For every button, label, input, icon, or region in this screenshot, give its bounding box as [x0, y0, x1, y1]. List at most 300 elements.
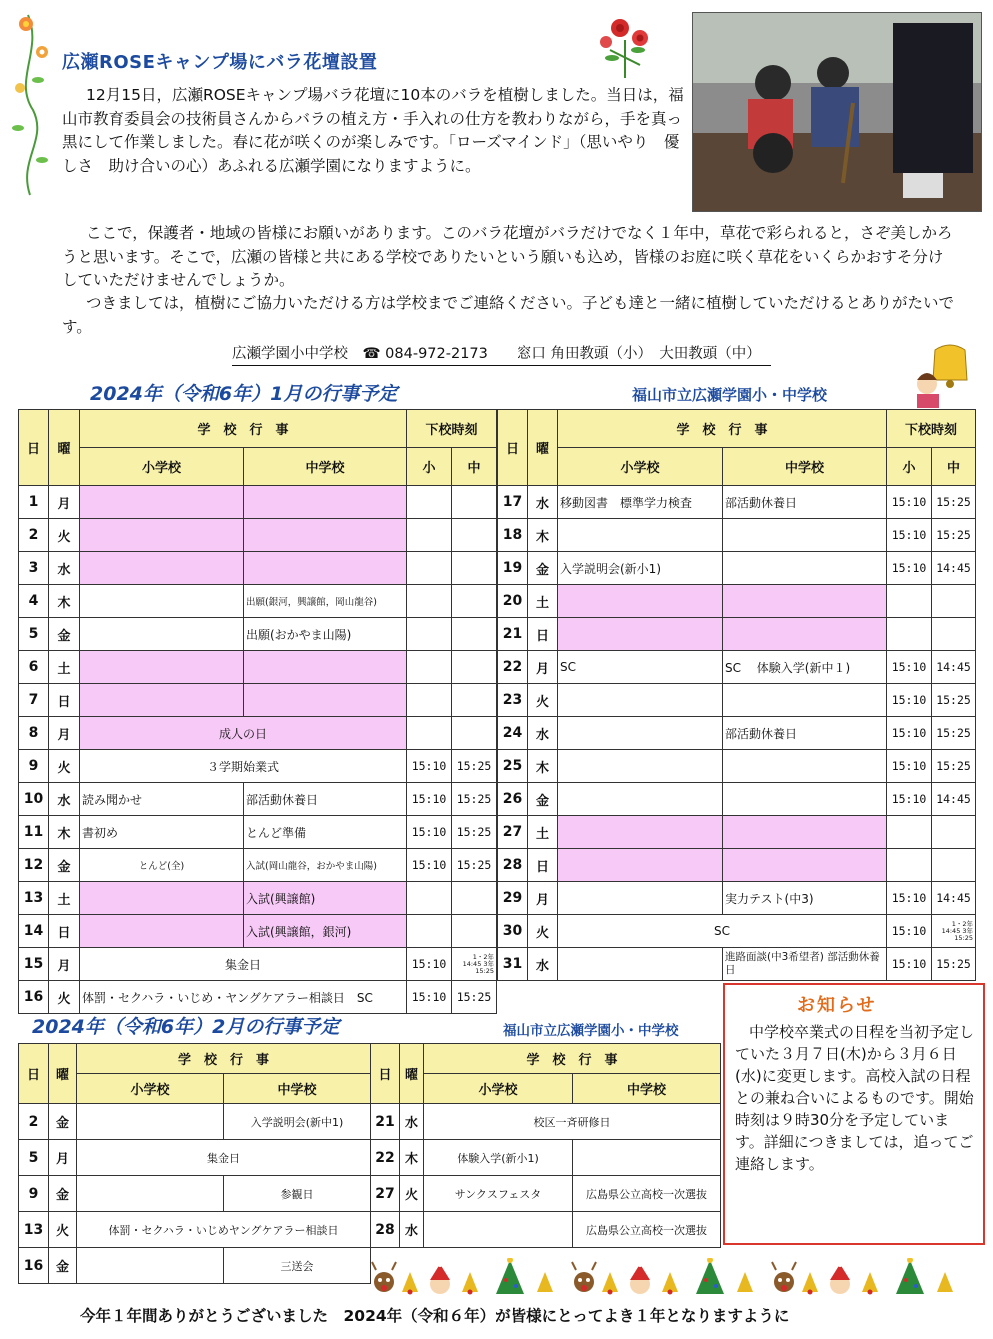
day-number: 19 — [498, 552, 528, 585]
schedule-row — [19, 783, 497, 816]
day-number: 12 — [19, 849, 49, 882]
junior-high-dismissal-time: 15:25 — [932, 519, 976, 552]
planting-photo — [692, 12, 982, 212]
flower-vine-decoration — [8, 10, 58, 200]
weekday: 金 — [49, 849, 80, 882]
elementary-dismissal-time: 15:10 — [887, 486, 932, 519]
elementary-event — [77, 1104, 224, 1140]
weekday: 金 — [49, 618, 80, 651]
elementary-dismissal-time — [407, 684, 452, 717]
junior-high-dismissal-time: 14:45 — [932, 552, 976, 585]
february-schedule-left-table — [18, 1043, 371, 1284]
schedule-row — [19, 618, 497, 651]
weekday: 水 — [49, 552, 80, 585]
junior-high-event — [244, 552, 407, 585]
junior-high-dismissal-time: 15:25 — [452, 981, 497, 1014]
elementary-dismissal-time — [887, 849, 932, 882]
junior-high-dismissal-time: 15:25 — [452, 783, 497, 816]
weekday: 金 — [49, 1104, 77, 1140]
schedule-row — [498, 882, 976, 915]
weekday: 月 — [49, 948, 80, 981]
elementary-dismissal-time — [407, 552, 452, 585]
rose-illustration — [590, 10, 660, 80]
col-events: 学 校 行 事 — [424, 1044, 721, 1074]
elementary-dismissal-time — [887, 585, 932, 618]
shared-event: 成人の日 — [80, 717, 407, 750]
weekday: 土 — [528, 585, 558, 618]
weekday: 土 — [49, 651, 80, 684]
day-number: 18 — [498, 519, 528, 552]
day-number: 13 — [19, 882, 49, 915]
january-schedule-left-table — [18, 409, 497, 1014]
col-jhs-time: 中 — [932, 448, 976, 486]
elementary-dismissal-time: 15:10 — [407, 750, 452, 783]
schedule-row — [19, 981, 497, 1014]
shared-event: 集金日 — [80, 948, 407, 981]
junior-high-event — [723, 618, 887, 651]
february-schedule-right-table — [370, 1043, 721, 1248]
junior-high-dismissal-time — [452, 618, 497, 651]
day-number: 27 — [498, 816, 528, 849]
school-contact: 広瀬学園小中学校 ☎ 084-972-2173 窓口 角田教頭（小） 大田教頭（中） — [232, 342, 771, 366]
schedule-row — [19, 552, 497, 585]
day-number: 28 — [371, 1212, 400, 1248]
schedule-row — [498, 717, 976, 750]
junior-high-event: 出願(おかやま山陽) — [244, 618, 407, 651]
day-number: 22 — [371, 1140, 400, 1176]
february-schedule-title: 2024年（令和6年）2月の行事予定 — [32, 1016, 340, 1038]
day-number: 27 — [371, 1176, 400, 1212]
elementary-event — [80, 618, 244, 651]
weekday: 月 — [49, 717, 80, 750]
weekday: 火 — [400, 1176, 424, 1212]
elementary-event — [558, 750, 723, 783]
junior-high-dismissal-time: 15:25 — [452, 816, 497, 849]
junior-high-event: 部活動休養日 — [723, 486, 887, 519]
elementary-event: 書初め — [80, 816, 244, 849]
junior-high-event — [723, 750, 887, 783]
schedule-row — [371, 1212, 721, 1248]
junior-high-event — [723, 519, 887, 552]
junior-high-event — [244, 651, 407, 684]
col-junior-high: 中学校 — [723, 448, 887, 486]
article-title: 広瀬ROSEキャンプ場にバラ花壇設置 — [62, 52, 378, 73]
shared-event: 集金日 — [77, 1140, 371, 1176]
day-number: 25 — [498, 750, 528, 783]
article-paragraph-3: つきましては，植樹にご協力いただける方は学校までご連絡ください。子ども達と一緒に植樹していただけるとありがたいです。 — [62, 294, 955, 336]
elementary-dismissal-time: 15:10 — [887, 651, 932, 684]
junior-high-event: 広島県公立高校一次選抜 — [573, 1212, 721, 1248]
elementary-dismissal-time — [407, 585, 452, 618]
schedule-row — [19, 717, 497, 750]
junior-high-dismissal-time: 15:25 — [452, 750, 497, 783]
junior-high-dismissal-time: 15:25 — [932, 717, 976, 750]
junior-high-dismissal-time: 15:25 — [932, 684, 976, 717]
day-number: 16 — [19, 1248, 49, 1284]
schedule-row — [498, 618, 976, 651]
schedule-row — [498, 783, 976, 816]
col-dismissal: 下校時刻 — [887, 410, 976, 448]
notice-title: お知らせ — [797, 995, 877, 1016]
col-weekday: 曜 — [528, 410, 558, 486]
schedule-row — [498, 684, 976, 717]
day-number: 21 — [371, 1104, 400, 1140]
elementary-event — [558, 684, 723, 717]
col-jhs-time: 中 — [452, 448, 497, 486]
elementary-event — [80, 585, 244, 618]
weekday: 日 — [528, 849, 558, 882]
schedule-row — [19, 1176, 371, 1212]
junior-high-dismissal-time — [932, 618, 976, 651]
day-number: 14 — [19, 915, 49, 948]
schedule-row — [19, 1212, 371, 1248]
weekday: 金 — [49, 1248, 77, 1284]
col-weekday: 曜 — [49, 1044, 77, 1104]
junior-high-dismissal-time: 15:25 — [932, 486, 976, 519]
weekday: 日 — [49, 684, 80, 717]
weekday: 木 — [528, 519, 558, 552]
col-elementary: 小学校 — [80, 448, 244, 486]
shared-event: 体罰・セクハラ・いじめヤングケアラー相談日 — [77, 1212, 371, 1248]
january-school-name: 福山市立広瀬学園小・中学校 — [632, 386, 828, 404]
weekday: 月 — [528, 651, 558, 684]
col-junior-high: 中学校 — [244, 448, 407, 486]
junior-high-dismissal-time: 1・2年 14:45 3年 15:25 — [932, 915, 976, 948]
schedule-row — [498, 948, 976, 981]
schedule-row — [498, 585, 976, 618]
col-junior-high: 中学校 — [573, 1074, 721, 1104]
day-number: 28 — [498, 849, 528, 882]
schedule-row — [371, 1176, 721, 1212]
junior-high-dismissal-time: 15:25 — [452, 849, 497, 882]
weekday: 木 — [49, 816, 80, 849]
junior-high-event: 進路面談(中3希望者) 部活動休養日 — [723, 948, 887, 981]
junior-high-dismissal-time — [932, 849, 976, 882]
weekday: 水 — [528, 486, 558, 519]
elementary-dismissal-time: 15:10 — [887, 519, 932, 552]
junior-high-event — [723, 816, 887, 849]
schedule-row — [498, 486, 976, 519]
junior-high-dismissal-time — [452, 651, 497, 684]
elementary-dismissal-time — [407, 618, 452, 651]
weekday: 火 — [49, 981, 80, 1014]
schedule-row — [19, 651, 497, 684]
elementary-event: 体験入学(新小1) — [424, 1140, 573, 1176]
col-day: 日 — [19, 410, 49, 486]
day-number: 22 — [498, 651, 528, 684]
schedule-row — [19, 915, 497, 948]
elementary-event — [424, 1212, 573, 1248]
day-number: 1 — [19, 486, 49, 519]
junior-high-dismissal-time: 14:45 — [932, 882, 976, 915]
junior-high-event — [244, 684, 407, 717]
elementary-dismissal-time: 15:10 — [407, 816, 452, 849]
day-number: 26 — [498, 783, 528, 816]
february-school-name: 福山市立広瀬学園小・中学校 — [503, 1023, 679, 1039]
schedule-row — [19, 882, 497, 915]
elementary-event — [80, 552, 244, 585]
weekday: 月 — [528, 882, 558, 915]
weekday: 火 — [49, 1212, 77, 1248]
schedule-row — [19, 849, 497, 882]
day-number: 5 — [19, 1140, 49, 1176]
col-day: 日 — [19, 1044, 49, 1104]
junior-high-event: 入試(岡山龍谷，おかやま山陽) — [244, 849, 407, 882]
elementary-dismissal-time — [407, 915, 452, 948]
col-events: 学 校 行 事 — [77, 1044, 371, 1074]
col-day: 日 — [371, 1044, 400, 1104]
weekday: 水 — [528, 717, 558, 750]
weekday: 水 — [400, 1212, 424, 1248]
day-number: 4 — [19, 585, 49, 618]
day-number: 6 — [19, 651, 49, 684]
col-day: 日 — [498, 410, 528, 486]
junior-high-event: 実力テスト(中3) — [723, 882, 887, 915]
weekday: 金 — [528, 783, 558, 816]
col-elementary: 小学校 — [77, 1074, 224, 1104]
day-number: 23 — [498, 684, 528, 717]
day-number: 29 — [498, 882, 528, 915]
elementary-event: とんど(全) — [80, 849, 244, 882]
elementary-dismissal-time — [407, 486, 452, 519]
junior-high-dismissal-time — [452, 552, 497, 585]
shared-event: 体罰・セクハラ・いじめ・ヤングケアラー相談日 SC — [80, 981, 407, 1014]
weekday: 火 — [528, 684, 558, 717]
elementary-dismissal-time: 15:10 — [407, 948, 452, 981]
junior-high-dismissal-time — [452, 915, 497, 948]
elementary-dismissal-time — [887, 618, 932, 651]
article-paragraph-1: 12月15日，広瀬ROSEキャンプ場バラ花壇に10本のバラを植樹しました。当日は，福山市教育委員会の技術員さんからバラの植え方・手入れの仕方を教わりながら，手を真っ黒にして作業しました。春に花が咲くのが楽しみです。「ローズマインド」（思いやり 優しさ 助け合いの心）あふれる広瀬学園になりますように。 — [62, 86, 684, 175]
junior-high-event — [723, 552, 887, 585]
elementary-dismissal-time: 15:10 — [887, 882, 932, 915]
junior-high-event: 入試(興譲館) — [244, 882, 407, 915]
junior-high-event — [723, 684, 887, 717]
elementary-dismissal-time — [407, 882, 452, 915]
weekday: 月 — [49, 1140, 77, 1176]
weekday: 木 — [49, 585, 80, 618]
elementary-dismissal-time: 15:10 — [887, 684, 932, 717]
schedule-row — [19, 1140, 371, 1176]
day-number: 13 — [19, 1212, 49, 1248]
day-number: 11 — [19, 816, 49, 849]
schedule-row — [498, 915, 976, 948]
schedule-row — [19, 519, 497, 552]
elementary-event — [80, 519, 244, 552]
schedule-row — [498, 519, 976, 552]
elementary-event — [80, 486, 244, 519]
elementary-dismissal-time: 15:10 — [887, 552, 932, 585]
elementary-dismissal-time: 15:10 — [407, 981, 452, 1014]
junior-high-dismissal-time — [932, 816, 976, 849]
junior-high-event — [244, 519, 407, 552]
schedule-row — [371, 1140, 721, 1176]
schedule-row — [19, 585, 497, 618]
col-elementary: 小学校 — [424, 1074, 573, 1104]
elementary-event — [77, 1248, 224, 1284]
elementary-dismissal-time: 15:10 — [887, 948, 932, 981]
day-number: 17 — [498, 486, 528, 519]
weekday: 月 — [49, 486, 80, 519]
junior-high-dismissal-time — [932, 585, 976, 618]
weekday: 土 — [49, 882, 80, 915]
january-schedule-title: 2024年（令和6年）1月の行事予定 — [90, 383, 398, 405]
junior-high-event: SC 体験入学(新中１) — [723, 651, 887, 684]
notice-body: 中学校卒業式の日程を当初予定していた３月７日(木)から３月６日(水)に変更します。高校入試の日程との兼ね合いによるものです。開始時刻は９時30分を予定しています。詳細につきましては，追ってご連絡します。 — [735, 1023, 975, 1173]
elementary-dismissal-time: 15:10 — [887, 750, 932, 783]
elementary-dismissal-time — [407, 651, 452, 684]
junior-high-event — [723, 849, 887, 882]
elementary-event — [558, 783, 723, 816]
junior-high-dismissal-time: 1・2年 14:45 3年 15:25 — [452, 948, 497, 981]
schedule-row — [19, 750, 497, 783]
elementary-event — [558, 618, 723, 651]
day-number: 9 — [19, 750, 49, 783]
weekday: 日 — [49, 915, 80, 948]
junior-high-dismissal-time: 15:25 — [932, 750, 976, 783]
col-events: 学 校 行 事 — [80, 410, 407, 448]
elementary-event: 移動図書 標準学力検査 — [558, 486, 723, 519]
junior-high-event — [573, 1140, 721, 1176]
elementary-event — [558, 816, 723, 849]
schedule-row — [498, 552, 976, 585]
elementary-dismissal-time: 15:10 — [887, 915, 932, 948]
elementary-event — [558, 717, 723, 750]
weekday: 土 — [528, 816, 558, 849]
junior-high-dismissal-time — [452, 585, 497, 618]
schedule-row — [19, 684, 497, 717]
shared-event: SC — [558, 915, 887, 948]
day-number: 9 — [19, 1176, 49, 1212]
junior-high-event: 入試(興譲館，銀河) — [244, 915, 407, 948]
day-number: 15 — [19, 948, 49, 981]
elementary-event — [80, 651, 244, 684]
junior-high-dismissal-time: 14:45 — [932, 651, 976, 684]
weekday: 火 — [49, 750, 80, 783]
col-elem-time: 小 — [887, 448, 932, 486]
elementary-event — [80, 915, 244, 948]
girl-with-bell-illustration — [905, 340, 983, 410]
elementary-dismissal-time: 15:10 — [887, 717, 932, 750]
notice-box — [723, 983, 985, 1245]
day-number: 5 — [19, 618, 49, 651]
junior-high-dismissal-time — [452, 519, 497, 552]
schedule-row — [19, 486, 497, 519]
elementary-dismissal-time: 15:10 — [407, 849, 452, 882]
weekday: 水 — [49, 783, 80, 816]
elementary-event: SC — [558, 651, 723, 684]
elementary-event — [558, 585, 723, 618]
elementary-event — [558, 849, 723, 882]
junior-high-dismissal-time — [452, 717, 497, 750]
junior-high-dismissal-time — [452, 684, 497, 717]
junior-high-dismissal-time — [452, 486, 497, 519]
day-number: 24 — [498, 717, 528, 750]
elementary-event — [80, 882, 244, 915]
day-number: 31 — [498, 948, 528, 981]
schedule-row — [498, 651, 976, 684]
weekday: 金 — [528, 552, 558, 585]
col-weekday: 曜 — [49, 410, 80, 486]
elementary-event: 読み聞かせ — [80, 783, 244, 816]
day-number: 2 — [19, 1104, 49, 1140]
elementary-event — [558, 519, 723, 552]
elementary-event: 入学説明会(新小1) — [558, 552, 723, 585]
weekday: 日 — [528, 618, 558, 651]
elementary-event — [80, 684, 244, 717]
elementary-dismissal-time — [887, 816, 932, 849]
col-junior-high: 中学校 — [224, 1074, 371, 1104]
weekday: 火 — [49, 519, 80, 552]
col-events: 学 校 行 事 — [558, 410, 887, 448]
schedule-row — [371, 1104, 721, 1140]
junior-high-event: 参観日 — [224, 1176, 371, 1212]
junior-high-dismissal-time — [452, 882, 497, 915]
junior-high-event — [244, 486, 407, 519]
day-number: 3 — [19, 552, 49, 585]
junior-high-event: 三送会 — [224, 1248, 371, 1284]
junior-high-dismissal-time: 15:25 — [932, 948, 976, 981]
elementary-event — [558, 882, 723, 915]
col-elem-time: 小 — [407, 448, 452, 486]
schedule-row — [19, 948, 497, 981]
article-paragraph-2: ここで，保護者・地域の皆様にお願いがあります。このバラ花壇がバラだけでなく１年中，草花で彩られると，さぞ美しかろうと思います。そこで，広瀬の皆様と共にある学校でありたいという願いも込め，皆様のお庭に咲く草花をいくらかおすそ分けしていただけませんでしょうか。 — [62, 224, 953, 289]
junior-high-event: 出願(銀河，興譲館，岡山龍谷) — [244, 585, 407, 618]
schedule-row — [498, 816, 976, 849]
january-schedule-right-table — [497, 409, 976, 981]
christmas-border-decoration — [370, 1258, 982, 1298]
shared-event: ３学期始業式 — [80, 750, 407, 783]
junior-high-event: 部活動休養日 — [244, 783, 407, 816]
elementary-event — [558, 948, 723, 981]
junior-high-event: 部活動休養日 — [723, 717, 887, 750]
day-number: 7 — [19, 684, 49, 717]
weekday: 火 — [528, 915, 558, 948]
col-elementary: 小学校 — [558, 448, 723, 486]
elementary-event — [77, 1176, 224, 1212]
schedule-row — [19, 1104, 371, 1140]
junior-high-event: とんど準備 — [244, 816, 407, 849]
junior-high-dismissal-time: 14:45 — [932, 783, 976, 816]
day-number: 16 — [19, 981, 49, 1014]
junior-high-event — [723, 783, 887, 816]
day-number: 21 — [498, 618, 528, 651]
col-dismissal: 下校時刻 — [407, 410, 497, 448]
day-number: 20 — [498, 585, 528, 618]
schedule-row — [19, 1248, 371, 1284]
elementary-dismissal-time — [407, 519, 452, 552]
col-weekday: 曜 — [400, 1044, 424, 1104]
shared-event: 校区一斉研修日 — [424, 1104, 721, 1140]
junior-high-event: 広島県公立高校一次選抜 — [573, 1176, 721, 1212]
junior-high-event: 入学説明会(新中1) — [224, 1104, 371, 1140]
elementary-dismissal-time: 15:10 — [407, 783, 452, 816]
day-number: 10 — [19, 783, 49, 816]
schedule-row — [19, 816, 497, 849]
day-number: 30 — [498, 915, 528, 948]
elementary-event: サンクスフェスタ — [424, 1176, 573, 1212]
weekday: 木 — [400, 1140, 424, 1176]
schedule-row — [498, 849, 976, 882]
schedule-row — [498, 750, 976, 783]
weekday: 水 — [528, 948, 558, 981]
weekday: 水 — [400, 1104, 424, 1140]
weekday: 金 — [49, 1176, 77, 1212]
day-number: 2 — [19, 519, 49, 552]
day-number: 8 — [19, 717, 49, 750]
junior-high-event — [723, 585, 887, 618]
elementary-dismissal-time: 15:10 — [887, 783, 932, 816]
elementary-dismissal-time — [407, 717, 452, 750]
